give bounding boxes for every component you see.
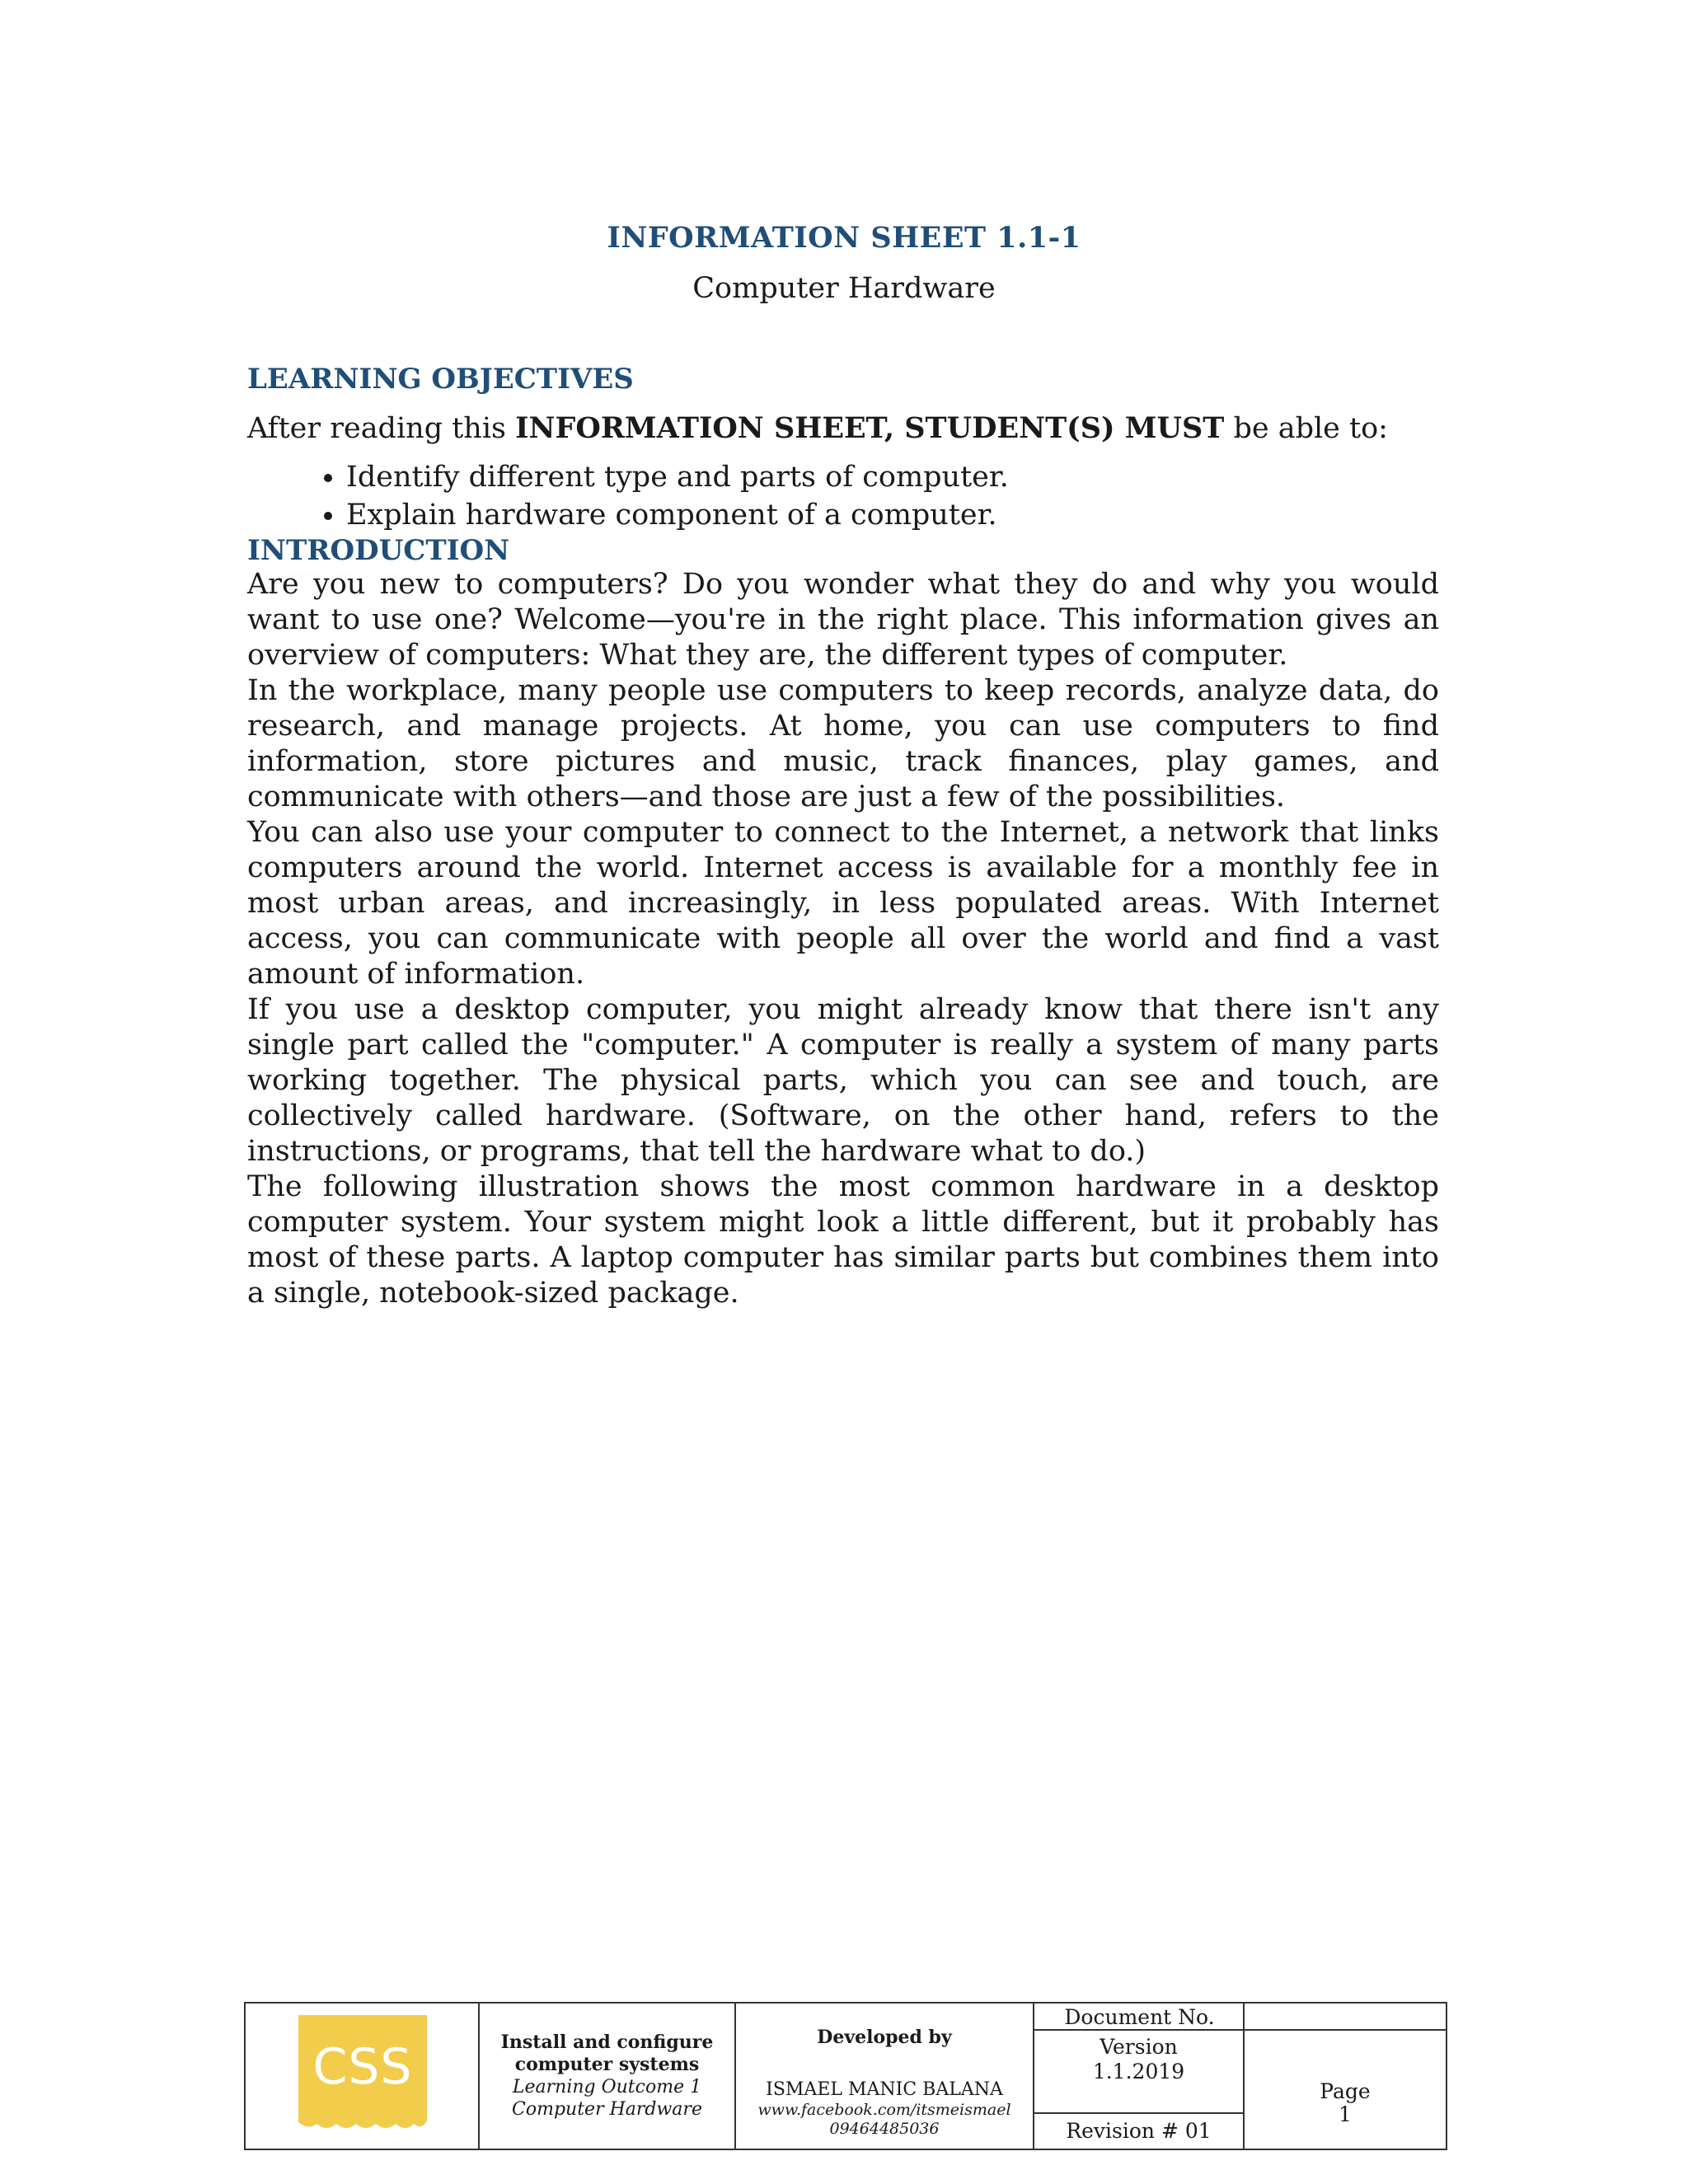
objectives-lead-after: be able to:	[1224, 412, 1388, 445]
css-logo	[298, 2015, 427, 2119]
learning-objectives-heading: LEARNING OBJECTIVES	[247, 363, 634, 396]
intro-paragraph: You can also use your computer to connect to the Internet, a network that links computers around the world. Internet access is available for a monthly fee in most urban areas, and increasingly, in less populated areas. With Internet access, you can communicate with people all over the world and find a vast amount of information.	[247, 816, 1439, 991]
course-outcome: Learning Outcome 1	[512, 2077, 702, 2097]
footer-page-cell	[1245, 2004, 1446, 2149]
document-body	[247, 363, 1439, 1311]
page-label: Page	[1320, 2079, 1371, 2103]
footer-developer-cell	[736, 2004, 1034, 2149]
objectives-list	[247, 458, 1439, 534]
objective-item: • Explain hardware component of a computer.	[346, 496, 1439, 534]
revision-label: Revision # 01	[1066, 2119, 1212, 2143]
objectives-lead-bold: INFORMATION SHEET, STUDENT(S) MUST	[515, 411, 1225, 445]
course-title-line1: Install and configure	[500, 2032, 714, 2053]
objectives-lead	[247, 410, 1439, 447]
developer-name: ISMAEL MANIC BALANA	[766, 2079, 1003, 2100]
footer-course-cell	[480, 2004, 736, 2149]
intro-paragraph: If you use a desktop computer, you might already know that there isn't any single part called the "computer." A computer is really a system of many parts working together. The physical parts, which you can see and touch, are collectively called hardware. (Software, on the other hand, refers to the instructions, or programs, that tell the hardware what to do.)	[247, 993, 1439, 1168]
developed-by-label: Developed by	[817, 2027, 952, 2048]
footer-logo-cell	[246, 2004, 480, 2149]
intro-paragraph: Are you new to computers? Do you wonder what they do and why you would want to use one? Welcome—you're in the right place. This information gives an overview of computers: What they are, the different types of computer.	[247, 568, 1439, 672]
objectives-lead-before: After reading this	[247, 412, 516, 445]
sheet-title: INFORMATION SHEET 1.1-1	[607, 221, 1081, 255]
introduction-heading: INTRODUCTION	[247, 534, 510, 567]
intro-paragraph: The following illustration shows the most common hardware in a desktop computer system. Your system might look a little different, but it probably has most of these parts. A laptop computer has similar parts but combines them into a single, notebook-sized package.	[247, 1170, 1439, 1310]
developer-url: www.facebook.com/itsmeismael	[757, 2101, 1011, 2119]
document-no-label: Document No.	[1064, 2005, 1215, 2029]
sheet-subtitle: Computer Hardware	[692, 272, 996, 305]
course-title-line2: computer systems	[514, 2054, 700, 2075]
version-label: Version	[1100, 2035, 1178, 2059]
footer-version-cell	[1034, 2004, 1245, 2149]
footer-table	[244, 2002, 1447, 2150]
page-number: 1	[1339, 2102, 1352, 2126]
objective-item: • Identify different type and parts of computer.	[346, 458, 1439, 496]
developer-phone: 09464485036	[829, 2120, 940, 2138]
course-topic: Computer Hardware	[512, 2099, 702, 2120]
logo-wave-icon	[298, 2112, 427, 2134]
intro-paragraph: In the workplace, many people use computers to keep records, analyze data, do research, and manage projects. At home, you can use computers to find information, store pictures and music, track finances, play games, and communicate with others—and those are just a few of the possibilities.	[247, 674, 1439, 813]
version-value: 1.1.2019	[1092, 2060, 1185, 2083]
revision-row	[1034, 2112, 1243, 2150]
css-logo-text: CSS	[312, 2038, 413, 2096]
